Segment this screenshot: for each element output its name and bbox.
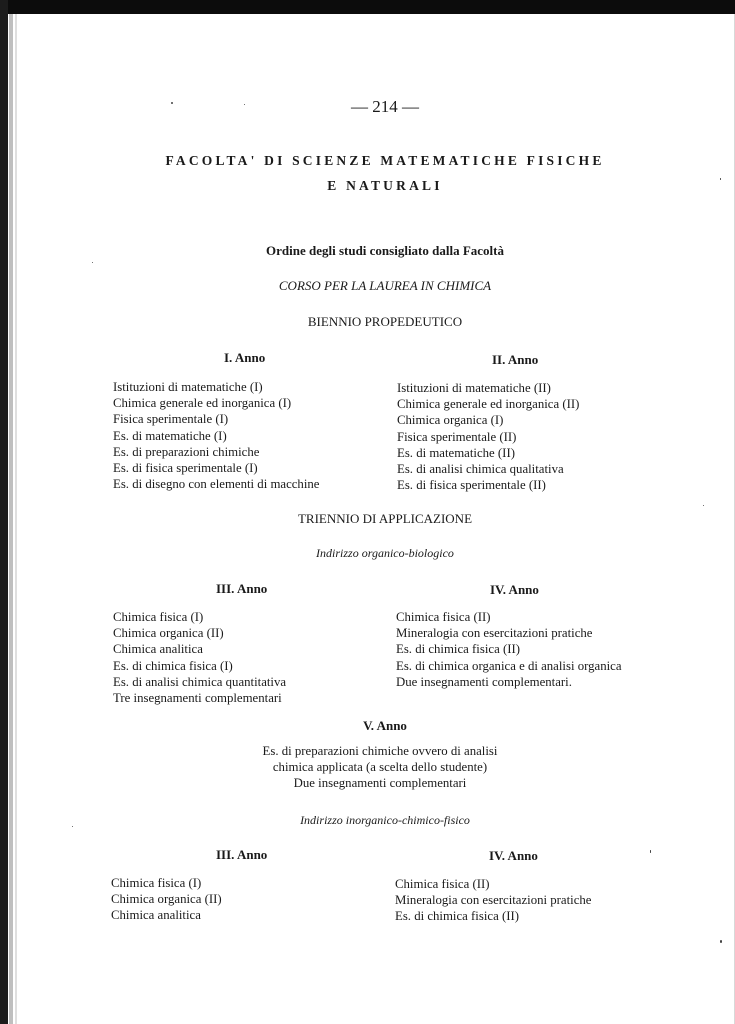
organic-track-label: Indirizzo organico-biologico <box>316 546 454 560</box>
list-item: Chimica analitica <box>113 642 203 657</box>
year1-heading: I. Anno <box>224 350 266 365</box>
list-item: Es. di preparazioni chimiche <box>113 444 260 459</box>
list-item: Es. di matematiche (II) <box>397 445 515 460</box>
scan-speck <box>720 940 722 943</box>
list-item: Chimica fisica (II) <box>396 610 491 624</box>
faculty-title-line1: FACOLTA' DI SCIENZE MATEMATICHE FISICHE <box>165 153 605 168</box>
list-item: chimica applicata (a scelta dello studente) <box>272 760 488 775</box>
study-order-subtitle: Ordine degli studi consigliato dalla Facoltà <box>266 243 504 258</box>
list-item: Chimica fisica (I) <box>111 876 202 890</box>
list-item: Es. di preparazioni chimiche ovvero di analisi <box>262 744 498 758</box>
triennio-heading: TRIENNIO DI APPLICAZIONE <box>297 511 473 526</box>
faculty-title-line2: E NATURALI <box>327 178 443 193</box>
list-item: Es. di fisica sperimentale (II) <box>397 478 546 493</box>
scan-top-border <box>0 0 735 14</box>
list-item: Es. di chimica organica e di analisi organica <box>396 658 622 673</box>
list-item: Es. di matematiche (I) <box>113 428 227 443</box>
list-item: Chimica organica (II) <box>113 626 224 641</box>
list-item: Chimica organica (I) <box>397 413 504 428</box>
list-item: Mineralogia con esercitazioni pratiche <box>395 893 592 908</box>
list-item: Es. di chimica fisica (II) <box>395 909 520 924</box>
list-item: Chimica generale ed inorganica (I) <box>113 396 292 411</box>
organic-year4-course-list <box>396 609 622 690</box>
organic-year3-course-list <box>113 609 286 706</box>
scan-speck <box>92 262 93 263</box>
list-item: Chimica analitica <box>111 908 201 923</box>
list-item: Es. di fisica sperimentale (I) <box>113 461 258 476</box>
year2-heading: II. Anno <box>492 352 539 367</box>
list-item: Chimica organica (II) <box>111 892 222 907</box>
organic-year3-heading: III. Anno <box>216 581 268 596</box>
scan-speck <box>650 850 651 853</box>
inorganic-year4-heading: IV. Anno <box>489 848 538 863</box>
inorganic-year3-heading: III. Anno <box>216 847 268 862</box>
list-item: Istituzioni di matematiche (I) <box>113 380 263 394</box>
page-number: — 214 — <box>351 97 419 116</box>
year1-course-list <box>113 379 319 492</box>
organic-year5-heading: V. Anno <box>363 718 407 733</box>
scan-speck <box>703 505 704 506</box>
list-item: Tre insegnamenti complementari <box>113 691 282 706</box>
inorganic-track-label: Indirizzo inorganico-chimico-fisico <box>300 813 470 827</box>
biennio-heading: BIENNIO PROPEDEUTICO <box>307 314 463 329</box>
list-item: Es. di analisi chimica quantitativa <box>113 674 287 689</box>
list-item: Chimica generale ed inorganica (II) <box>397 397 580 412</box>
list-item: Es. di analisi chimica qualitativa <box>397 462 564 477</box>
inorganic-year4-course-list <box>395 876 591 925</box>
year2-course-list <box>397 380 579 493</box>
course-title: CORSO PER LA LAUREA IN CHIMICA <box>278 278 492 293</box>
list-item: Es. di chimica fisica (I) <box>113 658 233 673</box>
list-item: Es. di chimica fisica (II) <box>396 642 521 657</box>
organic-year4-heading: IV. Anno <box>490 582 539 597</box>
list-item: Due insegnamenti complementari <box>293 776 467 791</box>
list-item: Chimica fisica (I) <box>113 610 204 624</box>
list-item: Due insegnamenti complementari. <box>396 674 572 689</box>
organic-year5-course-list <box>200 743 560 792</box>
list-item: Chimica fisica (II) <box>395 877 490 891</box>
list-item: Fisica sperimentale (I) <box>113 412 229 427</box>
list-item: Fisica sperimentale (II) <box>397 429 517 444</box>
list-item: Es. di disegno con elementi di macchine <box>113 477 320 492</box>
inorganic-year3-course-list <box>111 875 222 924</box>
list-item: Istituzioni di matematiche (II) <box>397 381 551 395</box>
list-item: Mineralogia con esercitazioni pratiche <box>396 626 593 641</box>
